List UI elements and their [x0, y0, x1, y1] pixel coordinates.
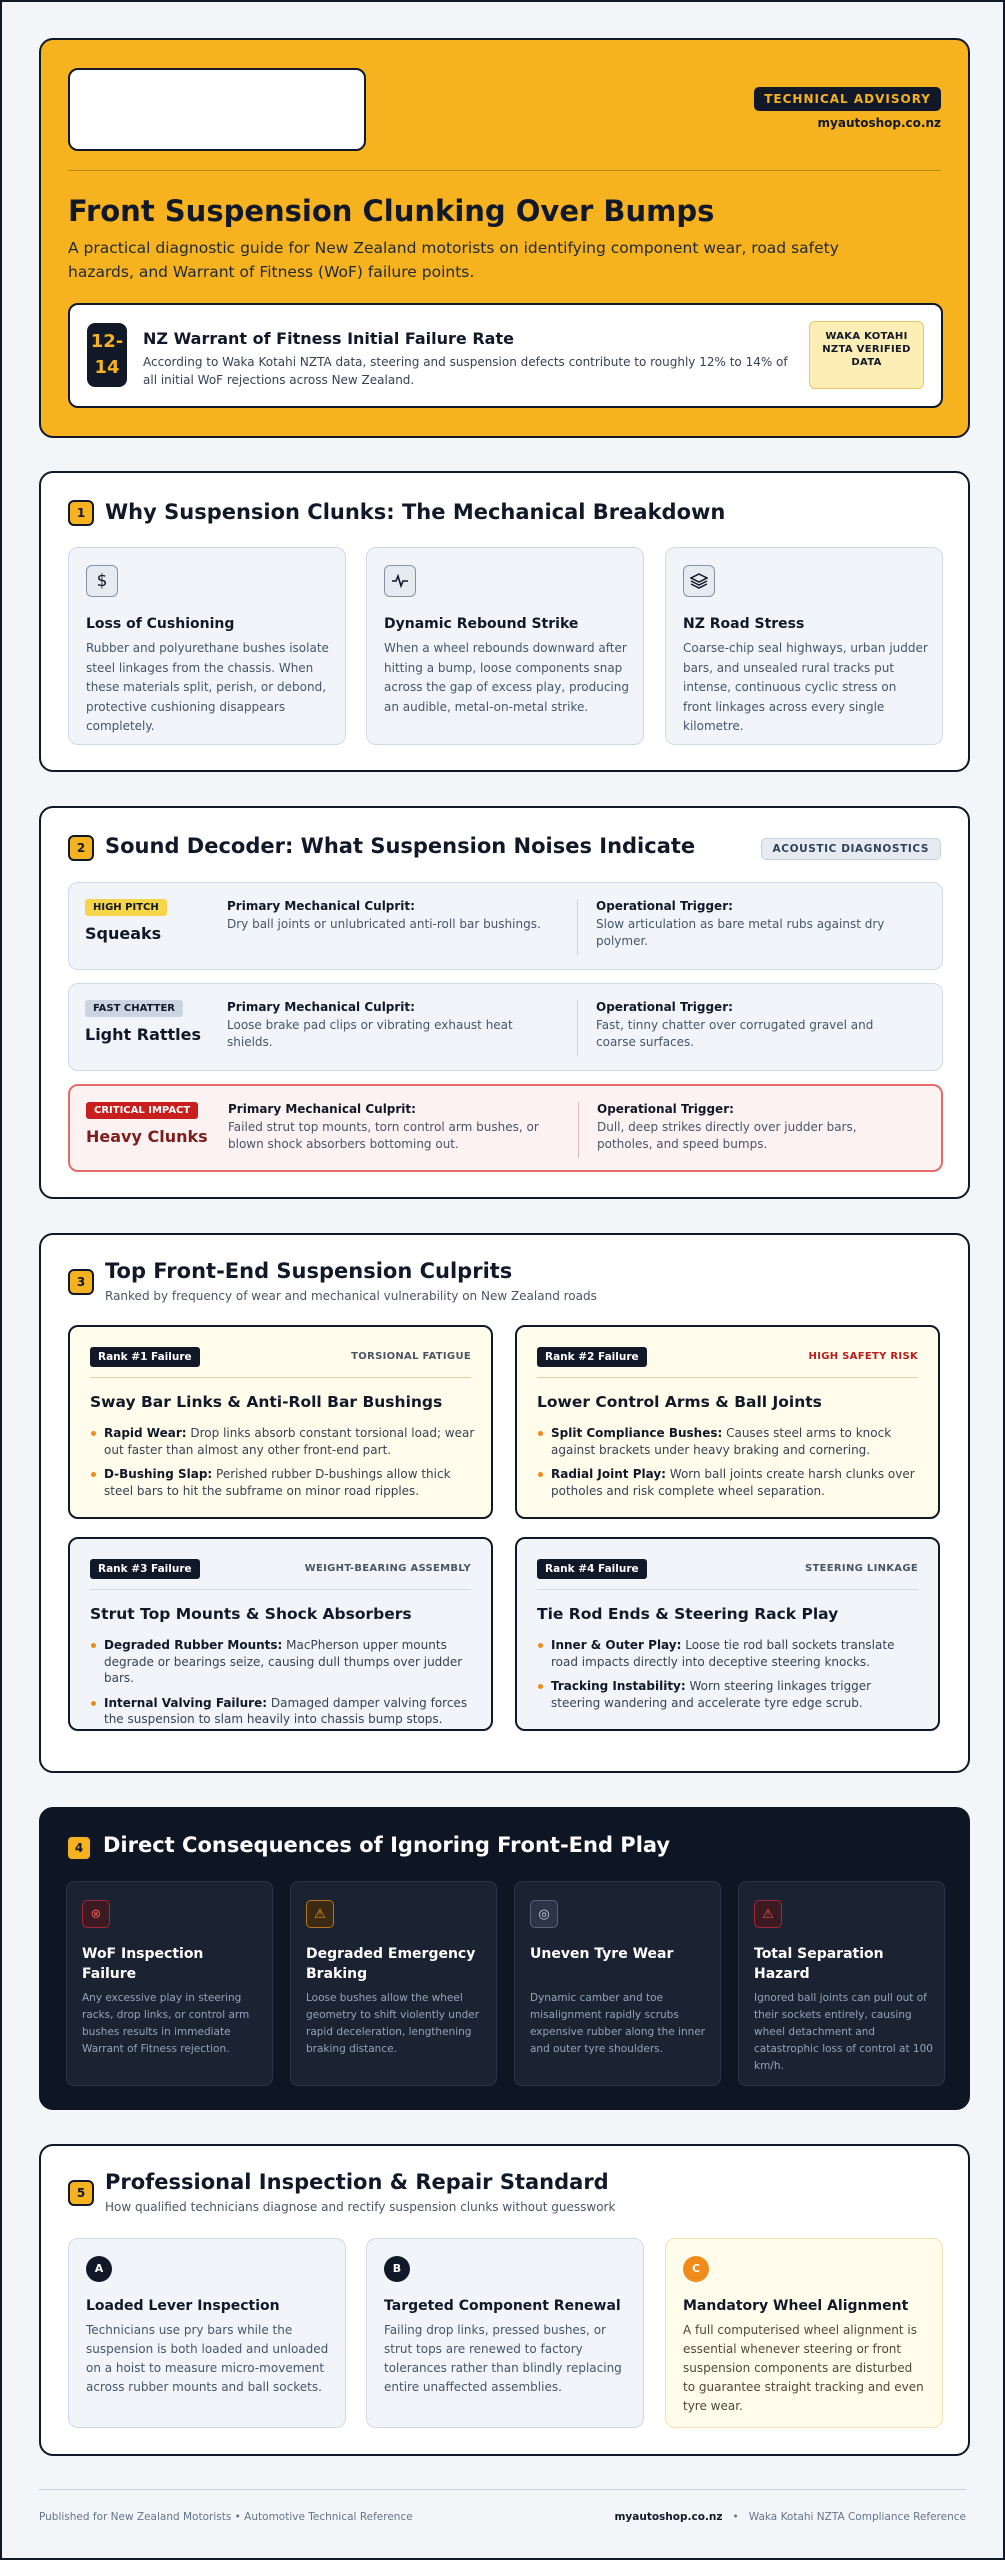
step-letter: C	[683, 2256, 709, 2282]
section-repair-standard	[39, 2144, 970, 2456]
rank-badge: Rank #2 Failure	[537, 1347, 647, 1367]
trigger-text: Slow articulation as bare metal rubs against dry polymer.	[596, 917, 885, 948]
culprit-title: Lower Control Arms & Ball Joints	[537, 1393, 822, 1411]
consequence-card	[738, 1881, 945, 2086]
culprit-text: Dry ball joints or unlubricated anti-roll bar bushings.	[227, 917, 541, 931]
page-lead: A practical diagnostic guide for New Zealand motorists on identifying component wear, road safety hazards, and Warrant of Fitness (WoF) failure points.	[68, 239, 839, 281]
culprit-card	[68, 1325, 493, 1519]
divider	[90, 1377, 471, 1378]
section-number: 3	[68, 1269, 94, 1295]
list-item: D-Bushing Slap: Perished rubber D-bushings allow thick steel bars to hit the subframe on minor road ripples.	[90, 1466, 475, 1499]
noise-row	[68, 983, 943, 1071]
noise-tag: HIGH PITCH	[85, 899, 167, 916]
warning-icon: ⚠	[306, 1900, 334, 1928]
noise-name: Heavy Clunks	[86, 1127, 208, 1146]
consequence-title: Uneven Tyre Wear	[530, 1946, 674, 1962]
rank-badge: Rank #1 Failure	[90, 1347, 200, 1367]
section-number: 2	[68, 835, 94, 861]
divider	[90, 1589, 471, 1590]
consequence-title: Total Separation Hazard	[754, 1946, 884, 1982]
mechanism-title: Dynamic Rebound Strike	[384, 616, 579, 632]
step-letter: A	[86, 2256, 112, 2282]
trigger-text: Dull, deep strikes directly over judder bars, potholes, and speed bumps.	[597, 1120, 857, 1151]
culprit-text: Failed strut top mounts, torn control arm bushes, or blown shock absorbers bottoming out.	[228, 1120, 539, 1151]
culprit-category: TORSIONAL FATIGUE	[351, 1351, 471, 1362]
stat-badge	[87, 323, 127, 387]
divider	[537, 1589, 918, 1590]
consequence-text: Any excessive play in steering racks, drop links, or control arm bushes results in immediate Warrant of Fitness rejection.	[82, 1992, 250, 2055]
consequence-card	[514, 1881, 721, 2086]
footer-publisher: Published for New Zealand Motorists • Automotive Technical Reference	[39, 2511, 413, 2523]
mechanism-text: When a wheel rebounds downward after hitting a bump, loose components snap across the gap of excess play, producing an audible, metal-on-metal strike.	[384, 641, 629, 714]
divider	[537, 1377, 918, 1378]
culprit-card	[68, 1537, 493, 1731]
mechanism-card	[366, 547, 644, 745]
consequence-text: Dynamic camber and toe misalignment rapidly scrubs expensive rubber along the inner and outer tyre shoulders.	[530, 1992, 706, 2055]
layers-icon	[683, 565, 715, 597]
culprit-card	[515, 1325, 940, 1519]
culprit-text: Loose brake pad clips or vibrating exhaust heat shields.	[227, 1018, 513, 1049]
site-domain: myautoshop.co.nz	[817, 116, 941, 130]
footer-site: myautoshop.co.nz	[614, 2511, 723, 2523]
section-sound-decoder	[39, 806, 970, 1199]
consequence-title: Degraded Emergency Braking	[306, 1946, 476, 1982]
section-title: Sound Decoder: What Suspension Noises Indicate	[105, 834, 696, 858]
noise-name: Squeaks	[85, 924, 162, 943]
repair-step-card	[665, 2238, 943, 2428]
list-item: Degraded Rubber Mounts: MacPherson upper mounts degrade or bearings seize, causing dull thumps over judder bars.	[90, 1637, 475, 1687]
section-number: 5	[68, 2180, 94, 2206]
section-subtitle: Ranked by frequency of wear and mechanical vulnerability on New Zealand roads	[105, 1289, 597, 1303]
step-title: Targeted Component Renewal	[384, 2298, 621, 2314]
divider	[577, 1000, 578, 1056]
list-item: Tracking Instability: Worn steering linkages trigger steering wandering and accelerate tyre edge scrub.	[537, 1678, 922, 1711]
stat-badge-bottom: 14	[94, 357, 120, 378]
rank-badge: Rank #3 Failure	[90, 1559, 200, 1579]
mechanism-text: Coarse-chip seal highways, urban judder bars, and unsealed rural tracks put intense, continuous cyclic stress on front linkages across every single kilometre.	[683, 641, 928, 733]
failure-rate-callout	[68, 303, 943, 408]
noise-tag: FAST CHATTER	[85, 1000, 183, 1017]
technical-advisory-badge: TECHNICAL ADVISORY	[754, 87, 941, 111]
consequence-card	[66, 1881, 273, 2086]
section-title: Direct Consequences of Ignoring Front-End Play	[103, 1833, 671, 1857]
trigger-label: Operational Trigger:	[596, 899, 733, 913]
hero-header	[39, 38, 970, 438]
section-number: 1	[68, 500, 94, 526]
culprit-label: Primary Mechanical Culprit:	[227, 1000, 415, 1014]
footer-divider	[39, 2489, 966, 2490]
trigger-label: Operational Trigger:	[596, 1000, 733, 1014]
alert-triangle-icon: ⚠	[754, 1900, 782, 1928]
noise-row-critical	[68, 1084, 943, 1172]
step-text: Failing drop links, pressed bushes, or strut tops are renewed to factory tolerances rather than blindly replacing entire unaffected assemblies.	[384, 2323, 622, 2394]
trigger-label: Operational Trigger:	[597, 1102, 734, 1116]
mechanism-card	[665, 547, 943, 745]
stat-badge-top: 12-	[90, 331, 124, 352]
culprit-label: Primary Mechanical Culprit:	[228, 1102, 416, 1116]
stat-text: According to Waka Kotahi NZTA data, steering and suspension defects contribute to roughly 12% to 14% of all initial WoF rejections across New Zealand.	[143, 355, 788, 387]
step-title: Mandatory Wheel Alignment	[683, 2298, 909, 2314]
section-title: Professional Inspection & Repair Standard	[105, 2170, 609, 2194]
consequence-card	[290, 1881, 497, 2086]
list-item: Split Compliance Bushes: Causes steel arms to knock against brackets under heavy braking and cornering.	[537, 1425, 922, 1458]
target-icon: ◎	[530, 1900, 558, 1928]
repair-step-card	[366, 2238, 644, 2428]
step-text: Technicians use pry bars while the suspension is both loaded and unloaded on a hoist to measure micro-movement across rubber mounts and ball sockets.	[86, 2323, 329, 2394]
list-item: Inner & Outer Play: Loose tie rod ball sockets translate road impacts directly into deceptive steering knocks.	[537, 1637, 922, 1670]
stat-title: NZ Warrant of Fitness Initial Failure Rate	[143, 329, 514, 348]
dollar-icon: $	[86, 565, 118, 597]
divider	[578, 1102, 579, 1158]
x-circle-icon: ⊗	[82, 1900, 110, 1928]
section-mechanical-breakdown	[39, 471, 970, 772]
list-item: Internal Valving Failure: Damaged damper valving forces the suspension to slam heavily into chassis bump stops.	[90, 1695, 475, 1728]
logo-placeholder	[68, 68, 366, 151]
culprit-title: Strut Top Mounts & Shock Absorbers	[90, 1605, 412, 1623]
nzta-source-badge: WAKA KOTAHI NZTA VERIFIED DATA	[809, 321, 924, 389]
noise-row	[68, 882, 943, 970]
culprit-title: Tie Rod Ends & Steering Rack Play	[537, 1605, 839, 1623]
divider	[577, 899, 578, 955]
noise-tag: CRITICAL IMPACT	[86, 1102, 198, 1119]
consequence-text: Ignored ball joints can pull out of their sockets entirely, causing wheel detachment and catastrophic loss of control at 100 km/h.	[754, 1992, 933, 2072]
step-letter: B	[384, 2256, 410, 2282]
culprit-card	[515, 1537, 940, 1731]
section-title: Top Front-End Suspension Culprits	[105, 1259, 513, 1283]
step-text: A full computerised wheel alignment is essential whenever steering or front suspension components are disturbed to guarantee straight tracking and even tyre wear.	[683, 2323, 924, 2413]
culprit-category: WEIGHT-BEARING ASSEMBLY	[304, 1563, 471, 1574]
mechanism-title: NZ Road Stress	[683, 616, 805, 632]
consequence-title: WoF Inspection Failure	[82, 1946, 204, 1982]
pulse-icon	[384, 565, 416, 597]
rank-badge: Rank #4 Failure	[537, 1559, 647, 1579]
mechanism-title: Loss of Cushioning	[86, 616, 235, 632]
trigger-text: Fast, tinny chatter over corrugated gravel and coarse surfaces.	[596, 1018, 874, 1049]
footer-separator: •	[732, 2511, 739, 2523]
section-number: 4	[66, 1835, 92, 1861]
noise-name: Light Rattles	[85, 1025, 202, 1044]
section-top-culprits	[39, 1233, 970, 1773]
repair-step-card	[68, 2238, 346, 2428]
page-title: Front Suspension Clunking Over Bumps	[68, 194, 715, 228]
footer-right	[614, 2511, 966, 2523]
list-item: Radial Joint Play: Worn ball joints create harsh clunks over potholes and risk complete wheel separation.	[537, 1466, 922, 1499]
mechanism-card	[68, 547, 346, 745]
culprit-category: HIGH SAFETY RISK	[808, 1351, 918, 1362]
acoustic-diagnostics-badge: ACOUSTIC DIAGNOSTICS	[761, 838, 941, 860]
section-subtitle: How qualified technicians diagnose and rectify suspension clunks without guesswork	[105, 2200, 616, 2214]
culprit-title: Sway Bar Links & Anti-Roll Bar Bushings	[90, 1393, 443, 1411]
divider	[68, 170, 941, 171]
consequence-text: Loose bushes allow the wheel geometry to shift violently under rapid deceleration, lengthening braking distance.	[306, 1992, 480, 2055]
list-item: Rapid Wear: Drop links absorb constant torsional load; wear out faster than almost any other front-end part.	[90, 1425, 475, 1458]
culprit-category: STEERING LINKAGE	[805, 1563, 918, 1574]
section-title: Why Suspension Clunks: The Mechanical Breakdown	[105, 500, 726, 524]
step-title: Loaded Lever Inspection	[86, 2298, 280, 2314]
mechanism-text: Rubber and polyurethane bushes isolate steel linkages from the chassis. When these materials split, perish, or debond, protective cushioning disappears completely.	[86, 641, 329, 733]
culprit-label: Primary Mechanical Culprit:	[227, 899, 415, 913]
section-consequences	[39, 1807, 970, 2110]
footer-compliance: Waka Kotahi NZTA Compliance Reference	[748, 2511, 966, 2523]
